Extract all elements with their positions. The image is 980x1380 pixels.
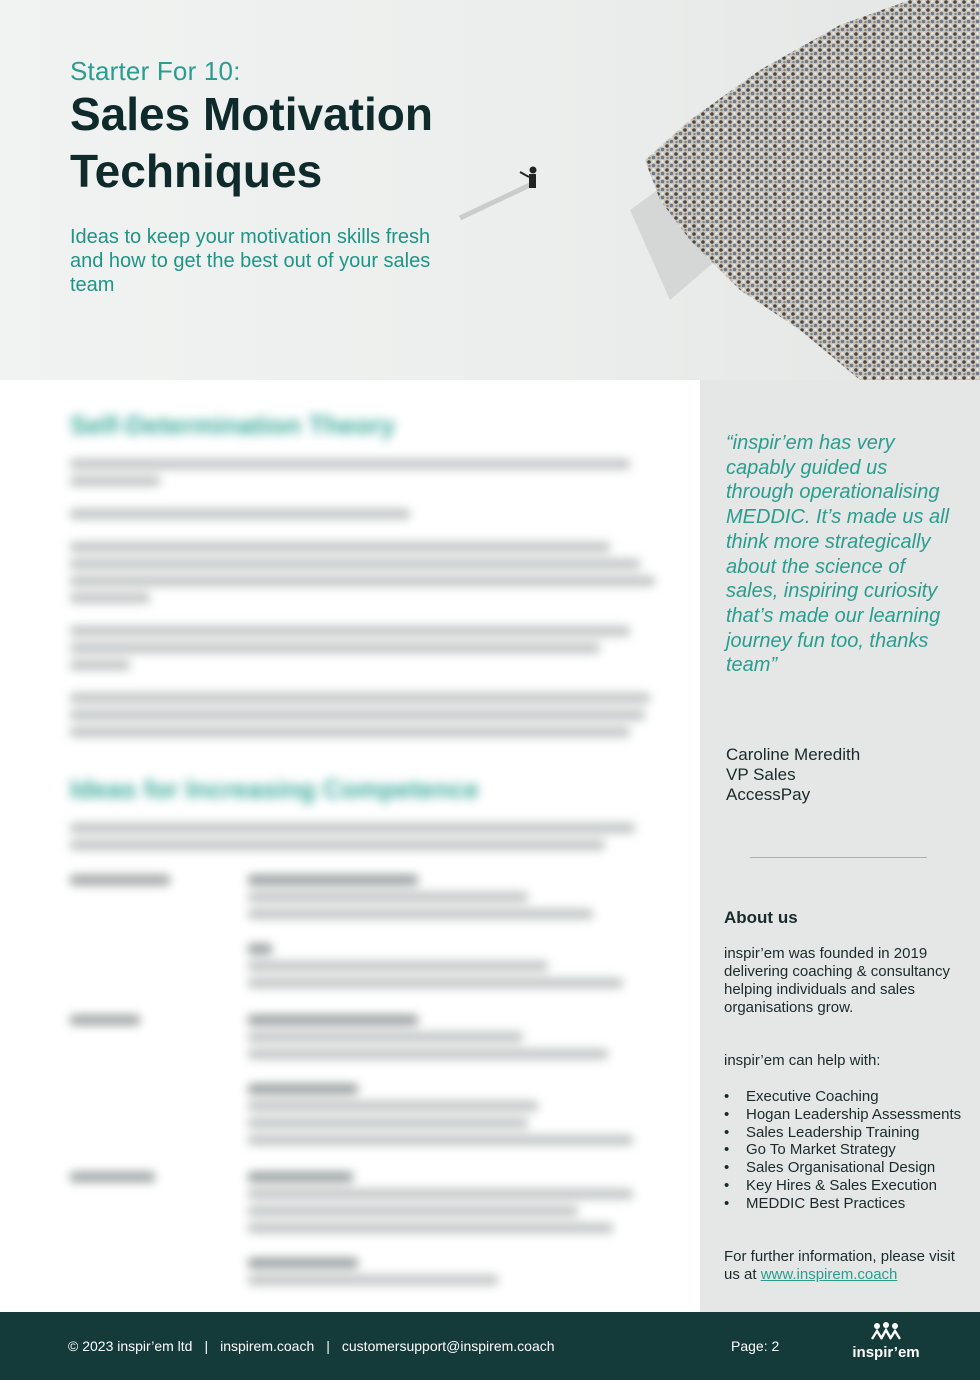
text-line xyxy=(70,823,635,833)
text-line xyxy=(70,693,650,703)
brand-logo xyxy=(846,1322,926,1361)
testimonial-attribution xyxy=(726,745,860,805)
text-line xyxy=(70,643,600,653)
list-item: • Hogan Leadership Assessments xyxy=(724,1106,964,1124)
text-line xyxy=(70,476,160,486)
list-item: • Sales Leadership Training xyxy=(724,1124,964,1142)
services-list xyxy=(724,1088,964,1213)
table-row xyxy=(70,1172,660,1292)
footer-site-link[interactable]: inspirem.coach xyxy=(220,1338,315,1354)
row-label xyxy=(70,1015,140,1025)
sidebar-divider xyxy=(750,857,927,858)
text-line xyxy=(70,459,630,469)
about-heading: About us xyxy=(724,908,798,927)
page-title: Sales Motivation Techniques xyxy=(70,88,433,197)
text-line xyxy=(70,710,645,720)
hero-subtitle: Ideas to keep your motivation skills fresh and how to get the best out of your sales team xyxy=(70,226,431,296)
attribution-company: AccessPay xyxy=(726,785,811,804)
attribution-name: Caroline Meredith xyxy=(726,745,861,764)
section-heading: Self-Determination Theory xyxy=(70,410,396,440)
help-intro: inspir’em can help with: xyxy=(724,1052,881,1069)
testimonial-quote: “inspir’em has very capably guided us through operationalising MEDDIC. It’s made us all think more strategically about the science of sales, inspiring curiosity that’s made our learning journey fun too, thanks team” xyxy=(726,432,950,677)
further-text: For further information, please visit us at xyxy=(724,1248,955,1283)
table-row xyxy=(70,875,660,995)
logo-wordmark: inspir’em xyxy=(852,1344,920,1361)
footer-info xyxy=(68,1338,555,1354)
table-row xyxy=(70,1015,660,1152)
main-content-blurred xyxy=(70,410,660,1310)
page-number: Page: 2 xyxy=(731,1338,780,1354)
text-line xyxy=(70,576,655,586)
text-line xyxy=(70,626,630,636)
hero-banner xyxy=(0,0,980,380)
footer-separator: | xyxy=(326,1338,330,1354)
further-info xyxy=(724,1248,964,1284)
list-item: • Go To Market Strategy xyxy=(724,1141,964,1159)
hero-kicker: Starter For 10: xyxy=(70,56,241,86)
footer-email-link[interactable]: customersupport@inspirem.coach xyxy=(341,1338,555,1354)
crowd-image xyxy=(440,0,980,380)
row-label xyxy=(70,1172,155,1182)
footer xyxy=(0,1312,980,1380)
text-line xyxy=(70,542,610,552)
text-line xyxy=(70,727,630,737)
website-link[interactable]: www.inspirem.coach xyxy=(760,1266,898,1283)
text-line xyxy=(70,559,640,569)
attribution-role: VP Sales xyxy=(726,765,796,784)
people-group-icon xyxy=(871,1322,901,1342)
about-text: inspir’em was founded in 2019 delivering coaching & consultancy helping individuals and sales organisations grow. xyxy=(724,945,950,1016)
footer-copyright: © 2023 inspir’em ltd xyxy=(68,1338,193,1354)
text-line xyxy=(70,840,605,850)
list-item: • Executive Coaching xyxy=(724,1088,964,1106)
section-heading: Ideas for Increasing Competence xyxy=(70,774,479,804)
text-line xyxy=(70,593,150,603)
footer-separator: | xyxy=(204,1338,209,1354)
row-label xyxy=(70,875,170,885)
list-item: • MEDDIC Best Practices xyxy=(724,1195,964,1213)
list-item: • Sales Organisational Design xyxy=(724,1159,964,1177)
list-item: • Key Hires & Sales Execution xyxy=(724,1177,964,1195)
text-line xyxy=(70,660,130,670)
text-line xyxy=(70,509,410,519)
